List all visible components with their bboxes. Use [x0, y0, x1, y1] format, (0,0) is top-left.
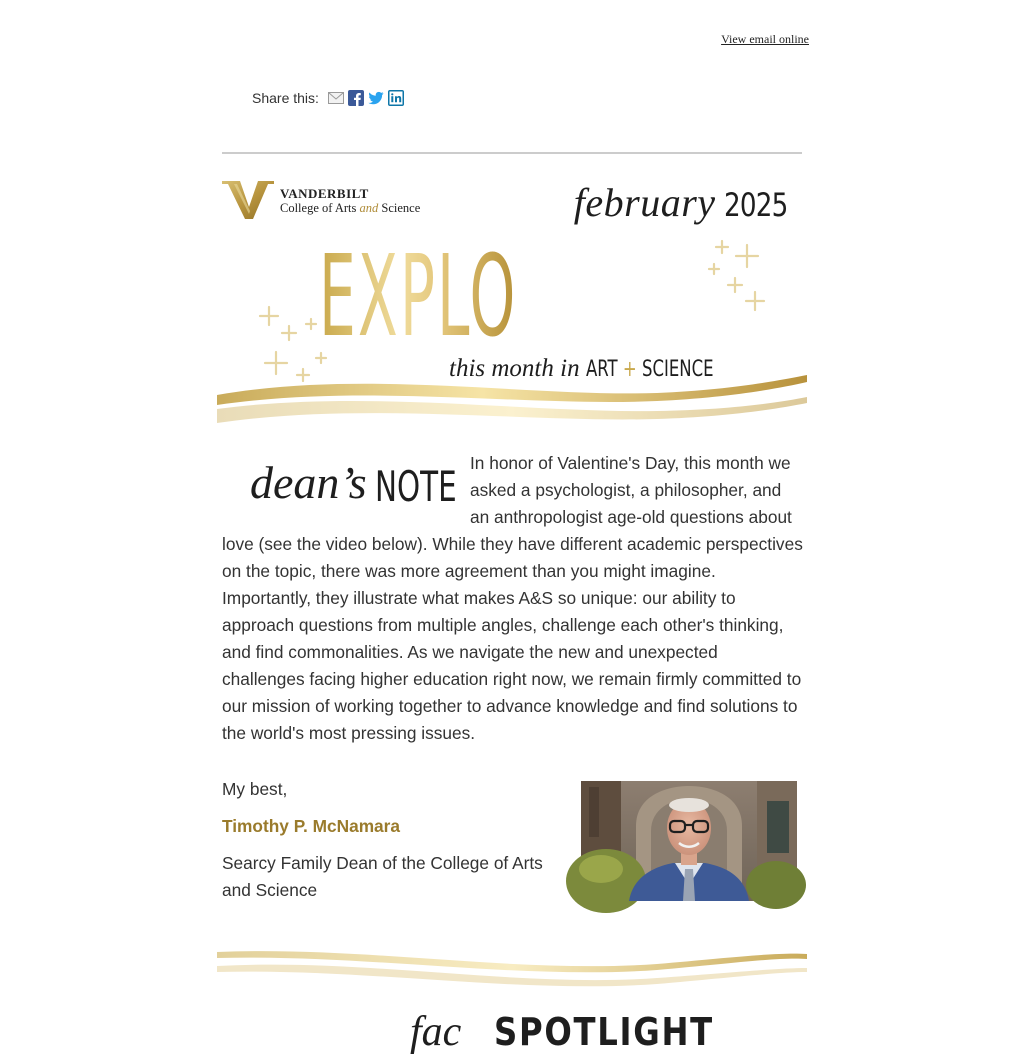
tagline	[449, 355, 756, 383]
gold-divider-swoosh	[217, 938, 807, 998]
share-bar	[252, 88, 404, 108]
spotlight-heading-caps: SPOTLIGHT	[494, 1010, 714, 1054]
dean-portrait-photo	[581, 781, 797, 901]
facebook-icon[interactable]	[348, 90, 364, 106]
deans-note-section	[222, 450, 804, 747]
spotlight-heading-script: fac	[410, 1009, 462, 1055]
linkedin-icon[interactable]	[388, 90, 404, 106]
logo-name: VANDERBILT	[280, 186, 369, 201]
share-label: Share this:	[252, 90, 319, 106]
logo-college: College of Arts and Science	[280, 201, 421, 215]
deans-heading-script: dean’s	[250, 457, 367, 508]
deans-heading-caps: NOTE	[375, 462, 457, 511]
newsletter-title: EXPLORER	[319, 232, 642, 362]
top-divider	[222, 152, 802, 154]
view-email-online-link[interactable]: View email online	[721, 32, 809, 46]
dean-name: Timothy P. McNamara	[222, 816, 401, 836]
issue-date	[574, 179, 801, 226]
deans-note-heading	[222, 450, 458, 518]
email-icon[interactable]	[328, 90, 344, 106]
closing-text: My best,	[222, 779, 288, 799]
sign-off	[222, 776, 582, 904]
twitter-icon[interactable]	[368, 90, 384, 106]
vanderbilt-v-icon	[222, 181, 274, 219]
issue-year: 2025	[723, 186, 788, 224]
tagline-caps: ART + SCIENCE	[585, 357, 714, 382]
vanderbilt-logo[interactable]	[222, 181, 420, 219]
faculty-spotlight-heading	[410, 1008, 714, 1055]
dean-title: Searcy Family Dean of the College of Arts and Science	[222, 853, 543, 900]
explorer-header-banner	[217, 175, 807, 435]
issue-month: february	[573, 180, 716, 225]
deans-note-body: In honor of Valentine's Day, this month we asked a psychologist, a philosopher, and an anthropologist age-old questions about love (see the video below). While they have different academic perspectives on the topic, there was more agreement than you might imagine. Importantly, they illustrate what makes A&S so unique: our ability to approach questions from multiple angles, challenge each other's thinking, and find commonalities. As we navigate the new and unexpected challenges facing higher education right now, we remain firmly committed to our mission of working together to advance knowledge and find solutions to the world's most pressing issues.	[222, 453, 803, 743]
tagline-script: this month in	[449, 355, 580, 382]
